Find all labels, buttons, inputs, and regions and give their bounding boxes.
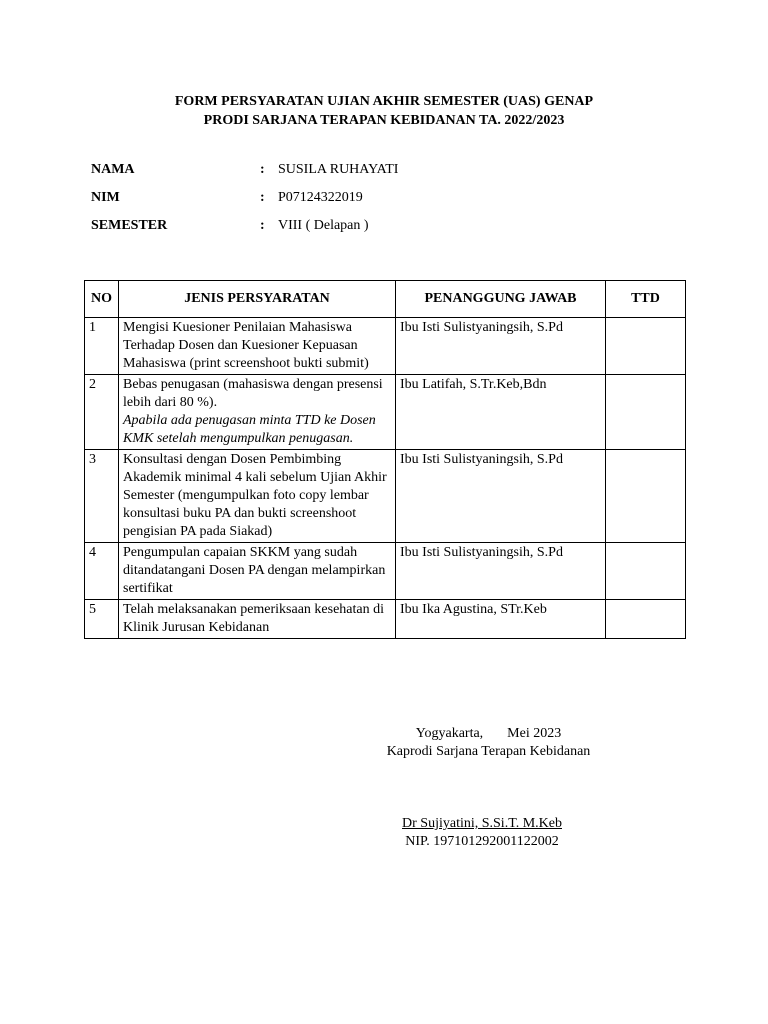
signatory-nip: NIP. 197101292001122002	[405, 834, 559, 849]
row-responsible: Ibu Ika Agustina, STr.Keb	[396, 600, 606, 639]
nim-label: NIM	[91, 190, 120, 205]
table-row	[85, 600, 686, 639]
row-signature-cell	[606, 450, 686, 543]
requirement-text: Mengisi Kuesioner Penilaian Mahasiswa Terhadap Dosen dan Kuesioner Kepuasan Mahasiswa (print screenshoot bukti submit)	[123, 320, 369, 371]
nim-value: P07124322019	[278, 190, 363, 205]
row-signature-cell	[606, 600, 686, 639]
signatory-name: Dr Sujiyatini, S.Si.T. M.Keb	[402, 816, 562, 831]
row-number: 1	[85, 318, 119, 375]
row-signature-cell	[606, 318, 686, 375]
name-label: NAMA	[91, 162, 135, 177]
row-responsible: Ibu Isti Sulistyaningsih, S.Pd	[396, 450, 606, 543]
requirement-text: Telah melaksanakan pemeriksaan kesehatan di Klinik Jurusan Kebidanan	[123, 602, 385, 635]
row-number: 5	[85, 600, 119, 639]
student-nim-row	[91, 190, 363, 206]
row-requirement	[119, 600, 396, 639]
header-responsible: PENANGGUNG JAWAB	[396, 281, 606, 318]
table-header-row	[85, 281, 686, 318]
semester-value: VIII ( Delapan )	[278, 218, 369, 233]
requirements-table	[84, 280, 686, 639]
table-row	[85, 543, 686, 600]
table-row	[85, 375, 686, 450]
header-requirement: JENIS PERSYARATAN	[119, 281, 396, 318]
row-number: 4	[85, 543, 119, 600]
row-responsible: Ibu Isti Sulistyaningsih, S.Pd	[396, 543, 606, 600]
row-requirement	[119, 318, 396, 375]
table-row	[85, 318, 686, 375]
requirement-text: Konsultasi dengan Dosen Pembimbing Akademik minimal 4 kali sebelum Ujian Akhir Semester (mengumpulkan foto copy lembar konsultasi buku PA dan bukti screenshoot pengisian PA pada Siakad)	[123, 452, 387, 539]
requirement-text: Pengumpulan capaian SKKM yang sudah ditandatangani Dosen PA dengan melampirkan sertifikat	[123, 545, 386, 596]
form-title-line-2: PRODI SARJANA TERAPAN KEBIDANAN TA. 2022/2023	[203, 113, 565, 128]
requirement-note: Apabila ada penugasan minta TTD ke Dosen KMK setelah mengumpulkan penugasan.	[123, 413, 376, 446]
form-title-line-1: FORM PERSYARATAN UJIAN AKHIR SEMESTER (UAS) GENAP	[174, 94, 594, 109]
row-requirement	[119, 450, 396, 543]
signature-date: Mei 2023	[507, 726, 562, 741]
table-row	[85, 450, 686, 543]
semester-separator: :	[260, 218, 265, 233]
name-separator: :	[260, 162, 265, 177]
row-number: 2	[85, 375, 119, 450]
signature-city: Yogyakarta,	[415, 726, 484, 741]
signature-place-date	[376, 726, 601, 742]
semester-label: SEMESTER	[91, 218, 168, 233]
row-requirement	[119, 543, 396, 600]
row-signature-cell	[606, 375, 686, 450]
student-name-row	[91, 162, 398, 178]
header-signature: TTD	[606, 281, 686, 318]
row-responsible: Ibu Isti Sulistyaningsih, S.Pd	[396, 318, 606, 375]
requirement-text: Bebas penugasan (mahasiswa dengan presensi lebih dari 80 %).	[123, 377, 383, 410]
student-semester-row	[91, 218, 369, 234]
name-value: SUSILA RUHAYATI	[278, 162, 399, 177]
row-number: 3	[85, 450, 119, 543]
header-no: NO	[85, 281, 119, 318]
row-requirement	[119, 375, 396, 450]
row-responsible: Ibu Latifah, S.Tr.Keb,Bdn	[396, 375, 606, 450]
signature-position: Kaprodi Sarjana Terapan Kebidanan	[386, 744, 591, 759]
row-signature-cell	[606, 543, 686, 600]
nim-separator: :	[260, 190, 265, 205]
